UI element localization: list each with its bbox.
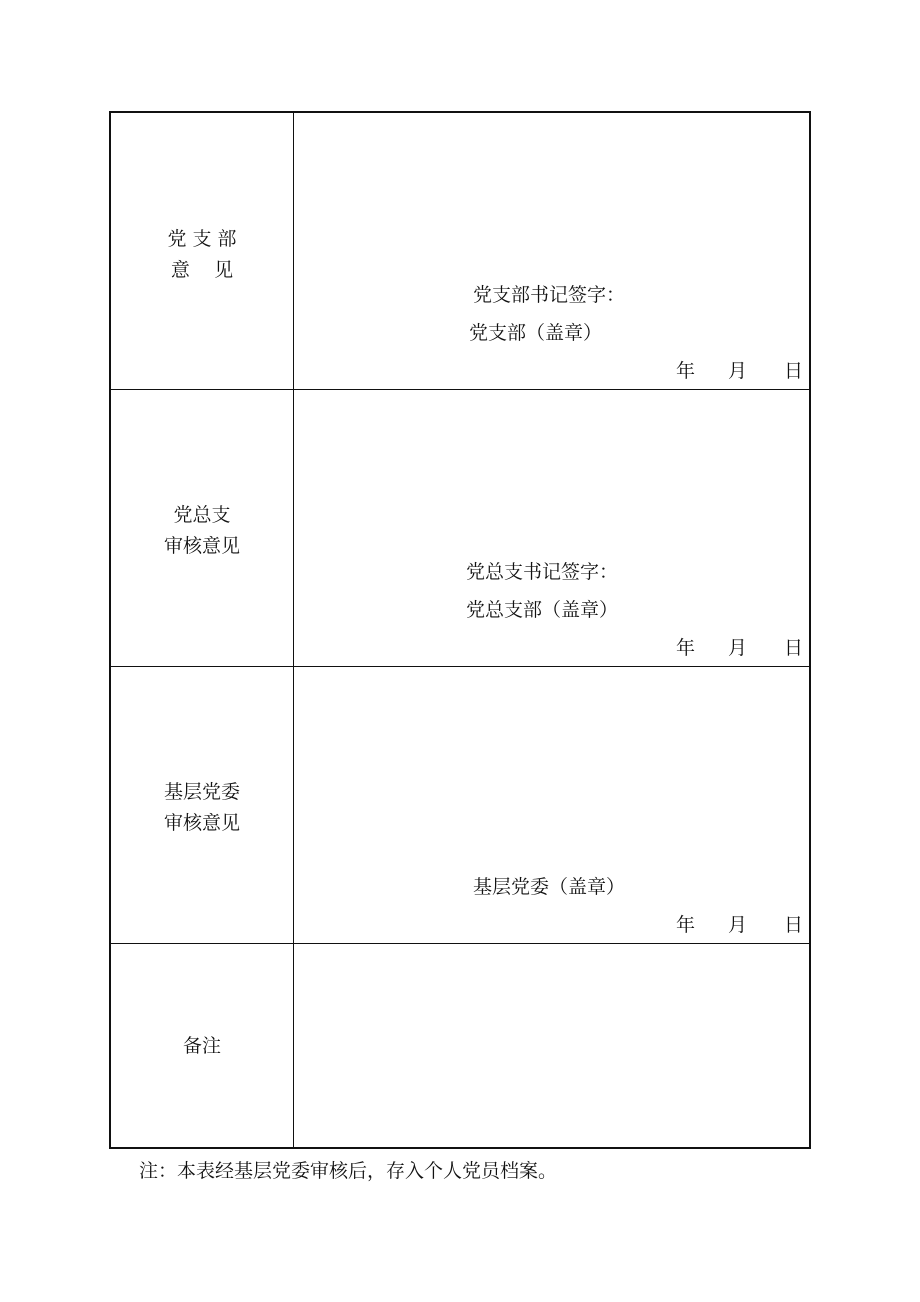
row-label-line: 审核意见	[163, 812, 240, 834]
general-branch-secretary-signature-label: 党总支书记签字：	[466, 561, 619, 583]
footnote: 注：本表经基层党委审核后，存入个人党员档案。	[139, 1160, 558, 1182]
row-label-line: 基层党委	[163, 781, 240, 803]
date-field	[676, 913, 803, 937]
row-label-remarks	[111, 1031, 293, 1062]
row-label-line: 党 支 部	[167, 228, 237, 250]
date-month: 月	[727, 637, 747, 659]
row-label-line: 党总支	[173, 504, 231, 526]
approval-form-table	[109, 111, 811, 1149]
date-day: 日	[783, 914, 803, 936]
general-branch-seal-label: 党总支部（盖章）	[466, 599, 619, 621]
date-year: 年	[675, 914, 695, 936]
date-month: 月	[727, 914, 747, 936]
party-committee-seal-label: 基层党委（盖章）	[473, 876, 626, 898]
row-divider	[111, 666, 809, 667]
branch-seal-label: 党支部（盖章）	[469, 322, 603, 344]
row-label-general-branch-review	[111, 500, 293, 562]
row-label-party-committee-review	[111, 777, 293, 839]
date-day: 日	[783, 637, 803, 659]
row-divider	[111, 389, 809, 390]
branch-secretary-signature-label: 党支部书记签字：	[473, 284, 626, 306]
row-label-line: 意 见	[170, 259, 234, 281]
date-year: 年	[675, 637, 695, 659]
row-label-line: 审核意见	[163, 535, 240, 557]
date-day: 日	[783, 360, 803, 382]
date-field	[676, 359, 803, 383]
row-divider	[111, 943, 809, 944]
row-label-line: 备注	[182, 1035, 221, 1057]
column-divider	[293, 113, 294, 1147]
date-year: 年	[675, 360, 695, 382]
row-label-branch-opinion	[111, 224, 293, 286]
date-month: 月	[727, 360, 747, 382]
date-field	[676, 636, 803, 660]
